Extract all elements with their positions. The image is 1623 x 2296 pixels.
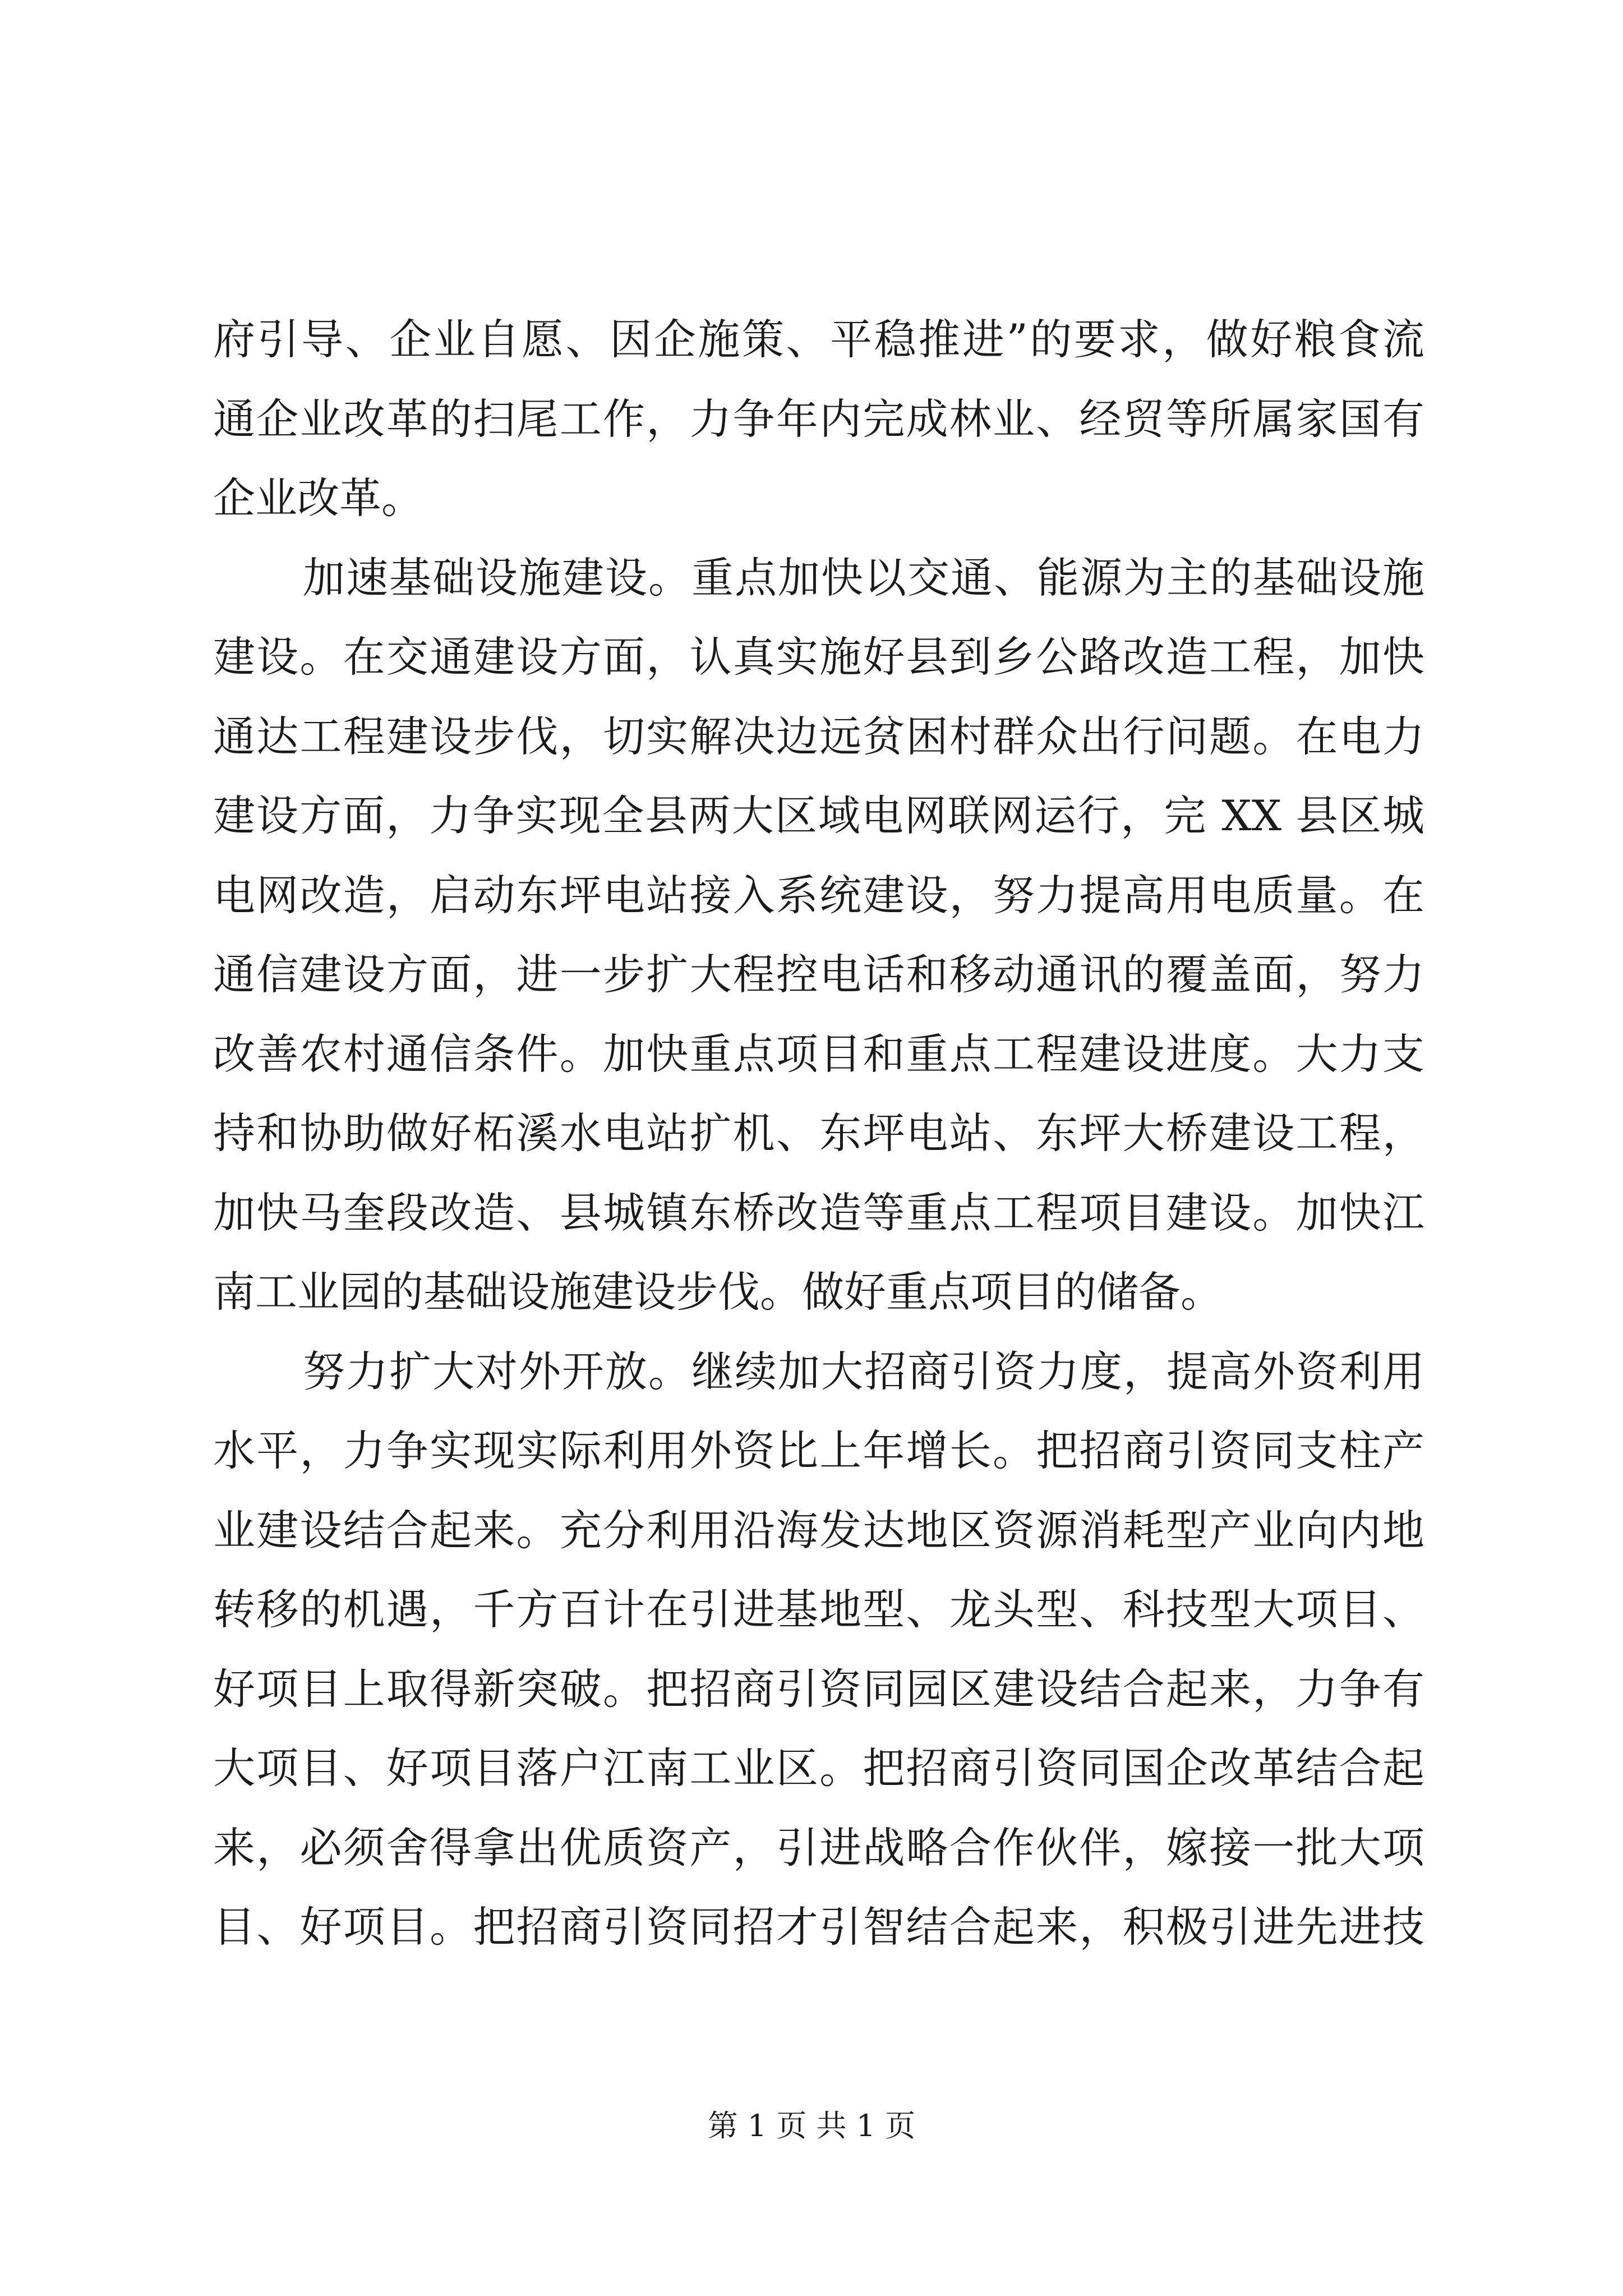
text-line: 通信建设方面，进一步扩大程控电话和移动通讯的覆盖面，努力: [213, 950, 1424, 999]
text-line: 好项目上取得新突破。把招商引资同园区建设结合起来，力争有: [213, 1664, 1424, 1714]
text-line: 加快马奎段改造、县城镇东桥改造等重点工程项目建设。加快江: [213, 1188, 1424, 1237]
text-line: 建设。在交通建设方面，认真实施好县到乡公路改造工程，加快: [213, 632, 1424, 682]
text-line: 转移的机遇，千方百计在引进基地型、龙头型、科技型大项目、: [213, 1585, 1424, 1634]
text-line: 府引导、企业自愿、因企施策、平稳推进”的要求，做好粮食流: [213, 315, 1424, 364]
text-line: 大项目、好项目落户江南工业区。把招商引资同国企改革结合起: [213, 1743, 1424, 1793]
text-line: 加速基础设施建设。重点加快以交通、能源为主的基础设施: [303, 553, 1424, 602]
text-line: 电网改造，启动东坪电站接入系统建设，努力提高用电质量。在: [213, 870, 1424, 920]
text-line: 目、好项目。把招商引资同招才引智结合起来，积极引进先进技: [213, 1902, 1424, 1952]
text-line: 业建设结合起来。充分利用沿海发达地区资源消耗型产业向内地: [213, 1505, 1424, 1555]
document-body: [213, 300, 1424, 1967]
text-line: 持和协助做好柘溪水电站扩机、东坪电站、东坪大桥建设工程，: [213, 1108, 1424, 1158]
text-line: 努力扩大对外开放。继续加大招商引资力度，提高外资利用: [303, 1346, 1424, 1396]
text-line: 水平，力争实现实际利用外资比上年增长。把招商引资同支柱产: [213, 1426, 1424, 1475]
text-line: 来，必须舍得拿出优质资产，引进战略合作伙伴，嫁接一批大项: [213, 1823, 1424, 1872]
text-line: 南工业园的基础设施建设步伐。做好重点项目的储备。: [213, 1267, 1223, 1317]
text-line: 企业改革。: [213, 473, 424, 523]
text-line: 通达工程建设步伐，切实解决边远贫困村群众出行问题。在电力: [213, 711, 1424, 761]
text-line: 通企业改革的扫尾工作，力争年内完成林业、经贸等所属家国有: [213, 394, 1424, 444]
page-footer: 第 1 页 共 1 页: [707, 2108, 916, 2143]
text-line: 建设方面，力争实现全县两大区域电网联网运行，完 XX 县区城: [213, 791, 1424, 840]
text-line: 改善农村通信条件。加快重点项目和重点工程建设进度。大力支: [213, 1029, 1424, 1079]
